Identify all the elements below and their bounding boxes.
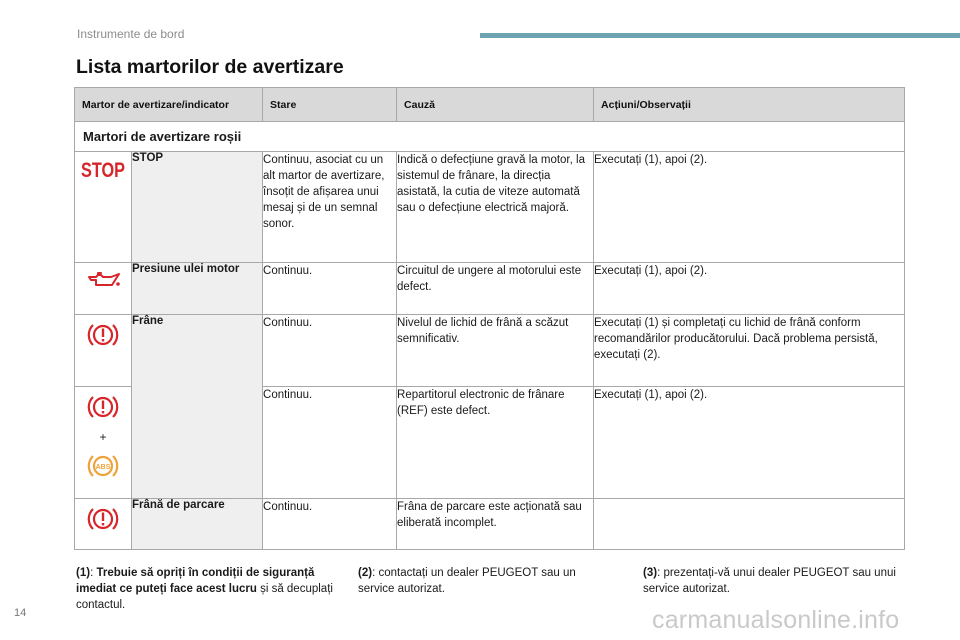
state-cell: Continuu. bbox=[263, 263, 397, 315]
footnote-1-ref: (1) bbox=[76, 567, 91, 579]
action-cell bbox=[594, 499, 905, 550]
action-cell: Executați (1), apoi (2). bbox=[594, 152, 905, 263]
brake-warning-icon bbox=[86, 392, 120, 422]
plus-sign: + bbox=[99, 430, 107, 444]
column-header-indicator: Martor de avertizare/indicator bbox=[75, 88, 263, 122]
footnote-3 bbox=[643, 565, 898, 597]
brake-warning-icon bbox=[86, 320, 120, 350]
column-header-state: Stare bbox=[263, 88, 397, 122]
warning-lights-table bbox=[74, 87, 905, 550]
footnote-2-text: : contactați un dealer PEUGEOT sau un service autorizat. bbox=[358, 567, 576, 595]
action-cell: Executați (1), apoi (2). bbox=[594, 263, 905, 315]
brake-warning-icon bbox=[86, 504, 120, 534]
footnote-3-ref: (3) bbox=[643, 567, 658, 579]
cause-cell: Nivelul de lichid de frână a scăzut semnificativ. bbox=[397, 315, 594, 387]
state-cell: Continuu. bbox=[263, 499, 397, 550]
footnote-1-text: și să decuplați contactul. bbox=[76, 583, 333, 611]
footnote-1: (1): Trebuie să opriți în condiții de siguranță imediat ce puteți face acest lucru și să decuplați contactul. bbox=[76, 567, 333, 611]
action-cell: Executați (1) și completați cu lichid de frână conform recomandărilor producătorului. Dacă problema persistă, executați (2). bbox=[594, 315, 905, 387]
page-number: 14 bbox=[14, 607, 27, 619]
header-bar bbox=[480, 33, 960, 38]
table-row bbox=[75, 315, 905, 387]
footnote-2-ref: (2) bbox=[358, 567, 373, 579]
indicator-name: STOP bbox=[132, 152, 263, 263]
column-header-actions: Acțiuni/Observații bbox=[594, 88, 905, 122]
footnote-3-text: : prezentați-vă unui dealer PEUGEOT sau unui service autorizat. bbox=[643, 567, 896, 595]
stop-text-icon bbox=[80, 157, 126, 181]
state-cell: Continuu. bbox=[263, 315, 397, 387]
table-header-row bbox=[75, 88, 905, 122]
indicator-name: Presiune ulei motor bbox=[132, 263, 263, 315]
oil-can-icon bbox=[83, 268, 123, 292]
cause-cell: Repartitorul electronic de frânare (REF) este defect. bbox=[397, 387, 594, 499]
action-cell: Executați (1), apoi (2). bbox=[594, 387, 905, 499]
table-row bbox=[75, 263, 905, 315]
indicator-name: Frâne bbox=[132, 315, 263, 499]
indicator-name: Frână de parcare bbox=[132, 499, 263, 550]
cause-cell: Indică o defecțiune gravă la motor, la sistemul de frânare, la direcția asistată, la cutia de viteze automată sau o defecțiune electrică majoră. bbox=[397, 152, 594, 263]
footnote-2 bbox=[358, 565, 608, 597]
icon-cell bbox=[75, 152, 132, 263]
svg-text:ABS: ABS bbox=[95, 464, 111, 471]
icon-cell bbox=[75, 499, 132, 550]
watermark: carmanualsonline.info bbox=[652, 606, 900, 634]
icon-cell bbox=[75, 387, 132, 499]
group-title: Martori de avertizare roșii bbox=[75, 122, 905, 152]
section-label: Instrumente de bord bbox=[77, 27, 185, 41]
svg-text:STOP: STOP bbox=[81, 159, 125, 182]
state-cell: Continuu, asociat cu un alt martor de avertizare, însoțit de afișarea unui mesaj și de un semnal sonor. bbox=[263, 152, 397, 263]
cause-cell: Frâna de parcare este acționată sau eliberată incomplet. bbox=[397, 499, 594, 550]
page-title: Lista martorilor de avertizare bbox=[76, 56, 344, 78]
icon-cell bbox=[75, 263, 132, 315]
table-row bbox=[75, 152, 905, 263]
icon-cell bbox=[75, 315, 132, 387]
group-row bbox=[75, 122, 905, 152]
footnote-1-bold: Trebuie să opriți în condiții de siguranță imediat ce puteți face acest lucru bbox=[76, 567, 315, 595]
state-cell: Continuu. bbox=[263, 387, 397, 499]
table-row bbox=[75, 499, 905, 550]
column-header-cause: Cauză bbox=[397, 88, 594, 122]
abs-icon bbox=[86, 451, 120, 481]
cause-cell: Circuitul de ungere al motorului este defect. bbox=[397, 263, 594, 315]
